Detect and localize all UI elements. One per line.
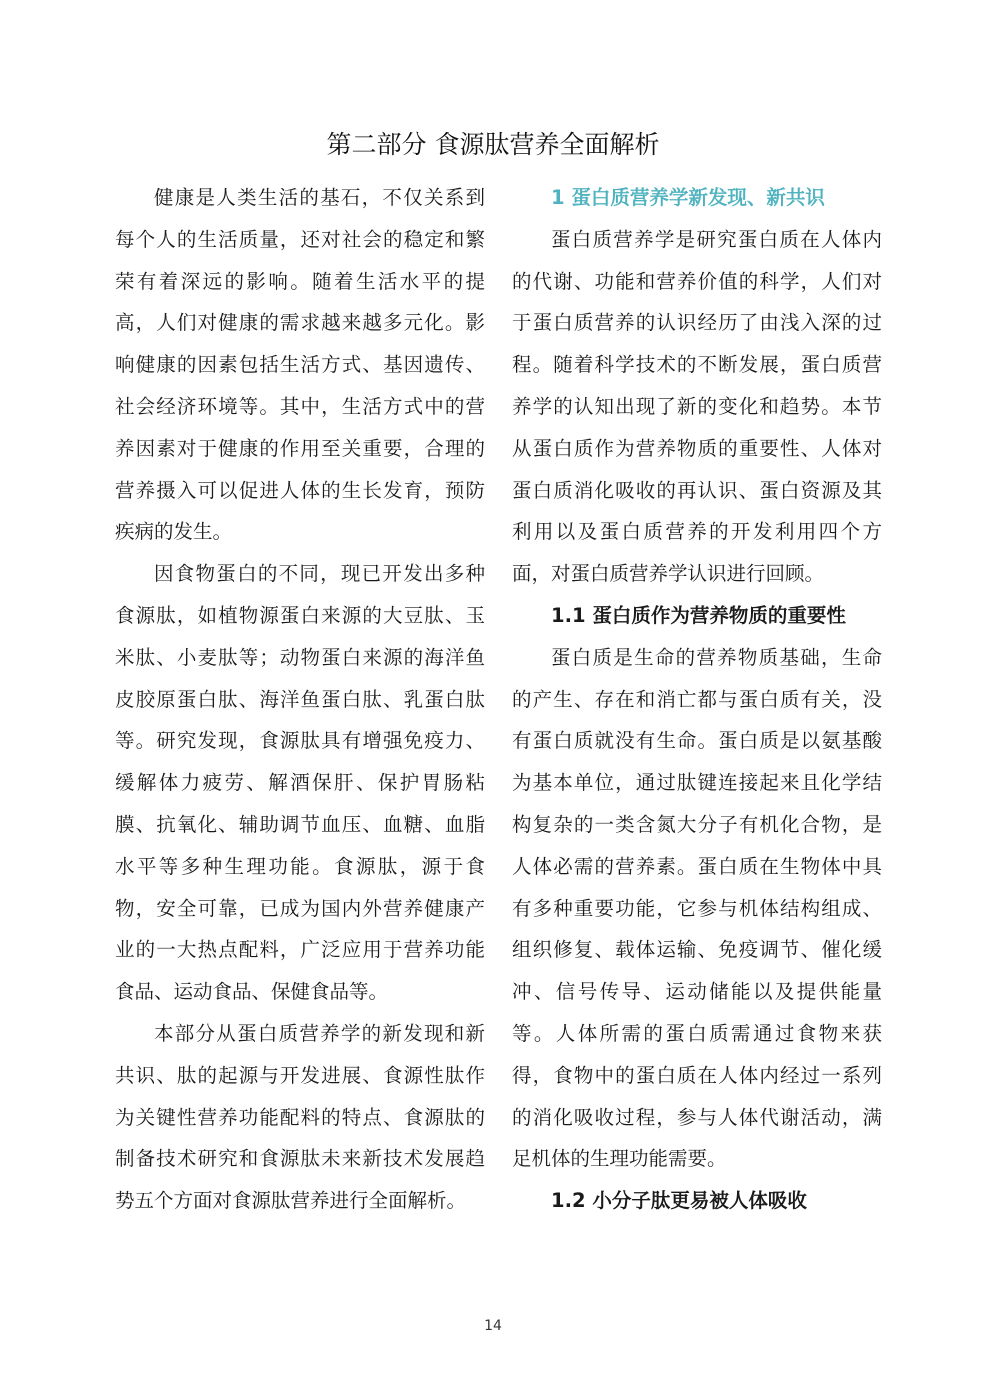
section-1-1-paragraph: 蛋白质是生命的营养物质基础，生命的产生、存在和消亡都与蛋白质有关，没有蛋白质就没有生命。蛋白质是以氨基酸为基本单位，通过肽键连接起来且化学结构复杂的一类含氮大分子有机化合物，是人体必需的营养素。蛋白质在生物体中具有多种重要功能，它参与机体结构组成、组织修复、载体运输、免疫调节、催化缓冲、信号传导、运动储能以及提供能量等。人体所需的蛋白质需通过食物来获得，食物中的蛋白质在人体内经过一系列的消化吸收过程，参与人体代谢活动，满足机体的生理功能需要。 bbox=[512, 645, 882, 1171]
right-column bbox=[512, 177, 882, 1222]
intro-paragraph-3: 本部分从蛋白质营养学的新发现和新共识、肽的起源与开发进展、食源性肽作为关键性营养功能配料的特点、食源肽的制备技术研究和食源肽未来新技术发展趋势五个方面对食源肽营养进行全面解析。 bbox=[115, 1021, 485, 1213]
intro-paragraph-2: 因食物蛋白的不同，现已开发出多种食源肽，如植物源蛋白来源的大豆肽、玉米肽、小麦肽等；动物蛋白来源的海洋鱼皮胶原蛋白肽、海洋鱼蛋白肽、乳蛋白肽等。研究发现，食源肽具有增强免疫力、缓解体力疲劳、解酒保肝、保护胃肠粘膜、抗氧化、辅助调节血压、血糖、血脂水平等多种生理功能。食源肽，源于食物，安全可靠，已成为国内外营养健康产业的一大热点配料，广泛应用于营养功能食品、运动食品、保健食品等。 bbox=[115, 562, 485, 1004]
page-number: 14 bbox=[484, 1318, 502, 1334]
left-column bbox=[115, 177, 485, 1222]
section-1-paragraph: 蛋白质营养学是研究蛋白质在人体内的代谢、功能和营养价值的科学，人们对于蛋白质营养的认识经历了由浅入深的过程。随着科学技术的不断发展，蛋白质营养学的认知出现了新的变化和趋势。本节从蛋白质作为营养物质的重要性、人体对蛋白质消化吸收的再认识、蛋白资源及其利用以及蛋白质营养的开发利用四个方面，对蛋白质营养学认识进行回顾。 bbox=[512, 227, 882, 586]
section-1-heading: 1 蛋白质营养学新发现、新共识 bbox=[551, 186, 825, 209]
section-1-1-heading: 1.1 蛋白质作为营养物质的重要性 bbox=[551, 603, 846, 627]
page-title: 第二部分 食源肽营养全面解析 bbox=[326, 129, 660, 159]
intro-paragraph-1: 健康是人类生活的基石，不仅关系到每个人的生活质量，还对社会的稳定和繁荣有着深远的影响。随着生活水平的提高，人们对健康的需求越来越多元化。影响健康的因素包括生活方式、基因遗传、社会经济环境等。其中，生活方式中的营养因素对于健康的作用至关重要，合理的营养摄入可以促进人体的生长发育，预防疾病的发生。 bbox=[115, 186, 485, 544]
section-1-2-heading: 1.2 小分子肽更易被人体吸收 bbox=[551, 1189, 807, 1213]
